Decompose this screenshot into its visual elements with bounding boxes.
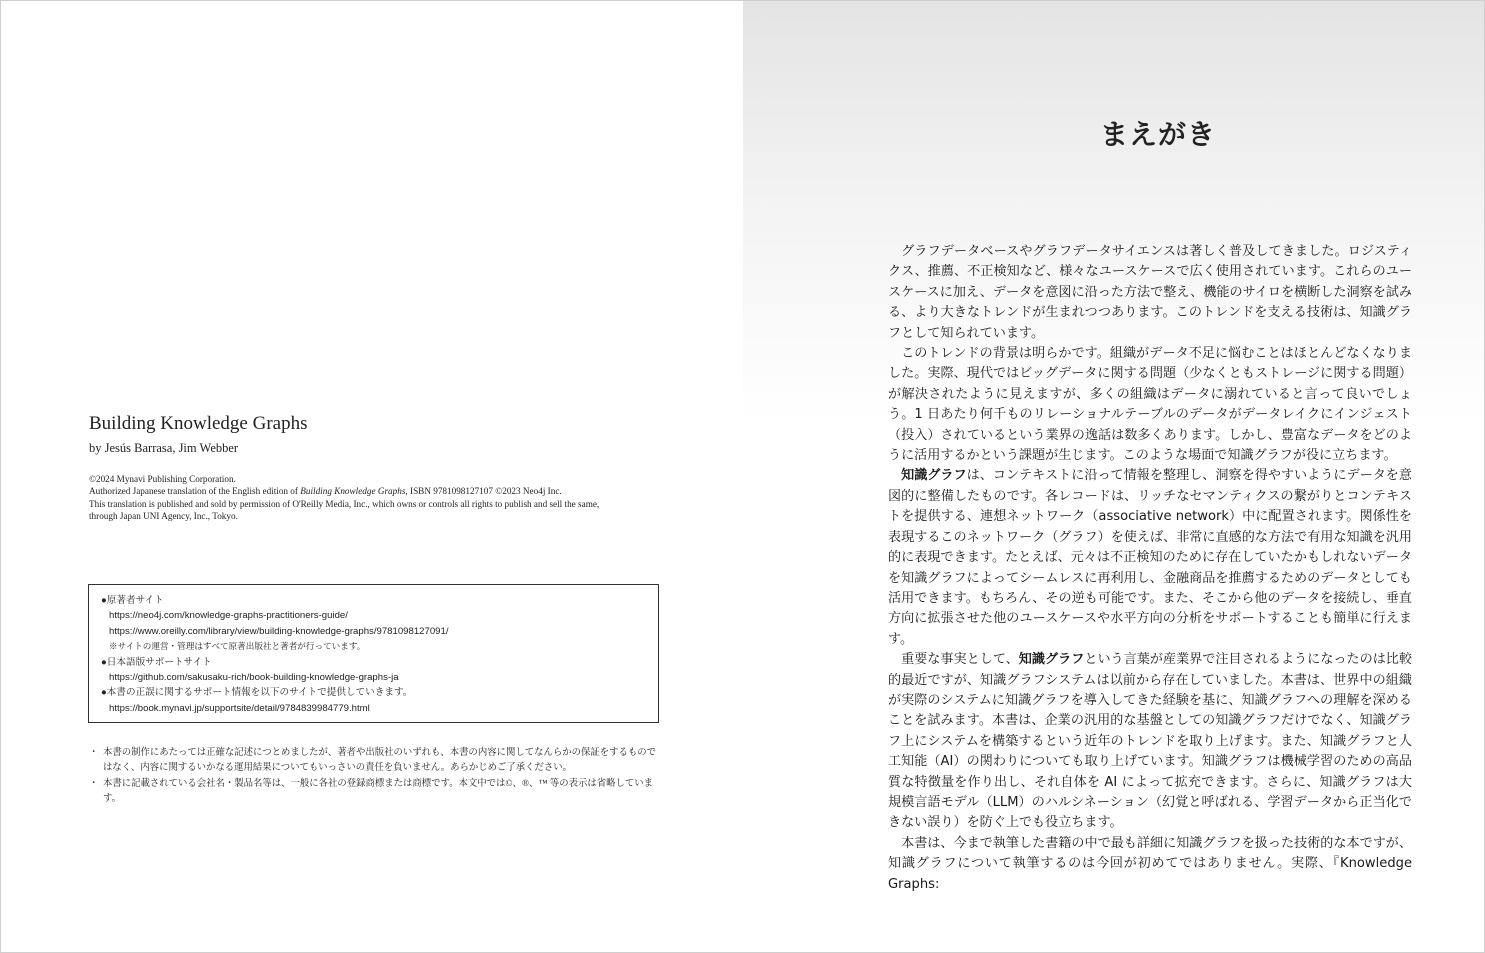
copyright-line: ©2024 Mynavi Publishing Corporation. <box>89 474 236 484</box>
heading-japanese-site: ●日本語版サポートサイト <box>101 656 212 668</box>
copyright-line: This translation is published and sold by permission of O'Reilly Media, Inc., which owns or controls all rights to publish and sell the same, <box>89 498 600 509</box>
url-link[interactable]: https://github.com/sakusaku-rich/book-building-knowledge-graphs-ja <box>109 672 399 684</box>
paragraph: 本書は、今まで執筆した書籍の中で最も詳細に知識グラフを扱った技術的な本ですが、知識グラフについて執筆するのは今回が初めてではありません。実際、『Knowledge Graphs: <box>888 835 1412 892</box>
disclaimer-text: 本書の制作にあたっては正確な記述につとめましたが、著者や出版社のいずれも、本書の内容に関してなんらかの保証をするものではなく、内容に関するいかなる運用結果についてもいっさいの責任を負いません。あらかじめご了承ください。 <box>103 748 656 774</box>
paragraph-text: は、コンテキストに沿って情報を整理し、洞察を得やすいようにデータを意図的に整備したものです。各レコードは、リッチなセマンティクスの繋がりとコンテキストを提供する、連想ネットワーク（associative network）中に配置されます。関係性を表現するこのネットワーク（グラフ）を使えば、非常に直感的な方法で有用な知識を汎用的に表現できます。たとえば、元々は不正検知のために存在していたかもしれないデータを知識グラフによってシームレスに再利用し、金融商品を推薦するためのデータとしても活用できます。もちろん、その逆も可能です。また、そこから他のデータを接続し、垂直方向に拡張させた他のユースケースや水平方向の分析をサポートすることも簡単に行えます。 <box>888 468 1412 647</box>
copyright-line: through Japan UNI Agency, Inc., Tokyo. <box>89 510 238 521</box>
bullet-mark: ・ <box>89 778 99 789</box>
disclaimer-text: 本書に記載されている会社名・製品名等は、一般に各社の登録商標または商標です。本文中では©、®、™ 等の表示は省略しています。 <box>103 778 654 804</box>
disclaimer-item <box>89 777 664 808</box>
paragraph-text: という言葉が産業界で注目されるようになったのは比較的最近ですが、知識グラフシステムは以前から存在していました。本書は、世界中の組織が実際のシステムに知識グラフを導入してきた経験を基に、知識グラフへの理解を深めることを試みます。本書は、企業の汎用的な基盤としての知識グラフだけでなく、知識グラフ上にシステムを構築するという近年のトレンドを取り上げます。また、知識グラフと人工知能（AI）の関わりについても取り上げています。知識グラフは機械学習のための高品質な特徴量を作り出し、それ自体を AI によって拡充できます。さらに、知識グラフは大規模言語モデル（LLM）のハルシネーション（幻覚と呼ばれる、学習データから正当化できない誤り）を防ぐ上でも役立ちます。 <box>888 652 1413 831</box>
preface-title: まえがき <box>1099 118 1216 151</box>
paragraph <box>888 650 1412 834</box>
copyright-text: Authorized Japanese translation of the English edition of <box>89 486 301 497</box>
preface-body <box>888 242 1412 895</box>
url-link[interactable]: https://neo4j.com/knowledge-graphs-practitioners-guide/ <box>109 610 348 622</box>
disclaimer <box>89 746 664 807</box>
disclaimer-item <box>89 746 664 777</box>
heading-errata: ●本書の正誤に関するサポート情報を以下のサイトで提供していきます。 <box>101 687 413 699</box>
paragraph: グラフデータベースやグラフデータサイエンスは著しく普及してきました。ロジスティクス、推薦、不正検知など、様々なユースケースで広く使用されています。これらのユースケースに加え、データを意図に沿った方法で整え、機能のサイロを横断した洞察を試みる、より大きなトレンドが生まれつつあります。このトレンドを支える技術は、知識グラフとして知られています。 <box>888 244 1412 341</box>
url-link[interactable]: https://book.mynavi.jp/supportsite/detail/9784839984779.html <box>109 702 370 714</box>
copyright-notice <box>89 473 669 522</box>
book-title: Building Knowledge Graphs <box>89 413 308 434</box>
bold-term: 知識グラフ <box>1018 652 1085 668</box>
original-title-italic: Building Knowledge Graphs <box>300 486 406 497</box>
support-info-box <box>88 584 659 723</box>
copyright-text: , ISBN 9781098127107 ©2023 Neo4j Inc. <box>405 486 562 497</box>
paragraph-text: 重要な事実として、 <box>901 652 1019 668</box>
copyright-line <box>89 485 669 497</box>
bold-term: 知識グラフ <box>901 468 967 484</box>
paragraph: このトレンドの背景は明らかです。組織がデータ不足に悩むことはほとんどなくなりました。実際、現代ではビッグデータに関する問題（少なくともストレージに関する問題）が解決されたように見えますが、多くの組織はデータに溺れていると言って良いでしょう。1 日あたり何千ものリレーショナルテーブルのデータがデータレイクにインジェスト（投入）されているという業界の逸話は数多くあります。しかし、豊富なデータをどのように活用するかという課題が生じます。このような場面で知識グラフが役に立ちます。 <box>888 346 1412 464</box>
heading-original-site: ●原著者サイト <box>101 595 164 606</box>
bullet-mark: ・ <box>89 748 99 758</box>
book-authors: by Jesús Barrasa, Jim Webber <box>89 441 239 455</box>
paragraph <box>888 466 1412 650</box>
site-note: ※サイトの運営・管理はすべて原著出版社と著者が行っています。 <box>109 641 366 652</box>
url-link[interactable]: https://www.oreilly.com/library/view/building-knowledge-graphs/9781098127091/ <box>109 625 449 637</box>
